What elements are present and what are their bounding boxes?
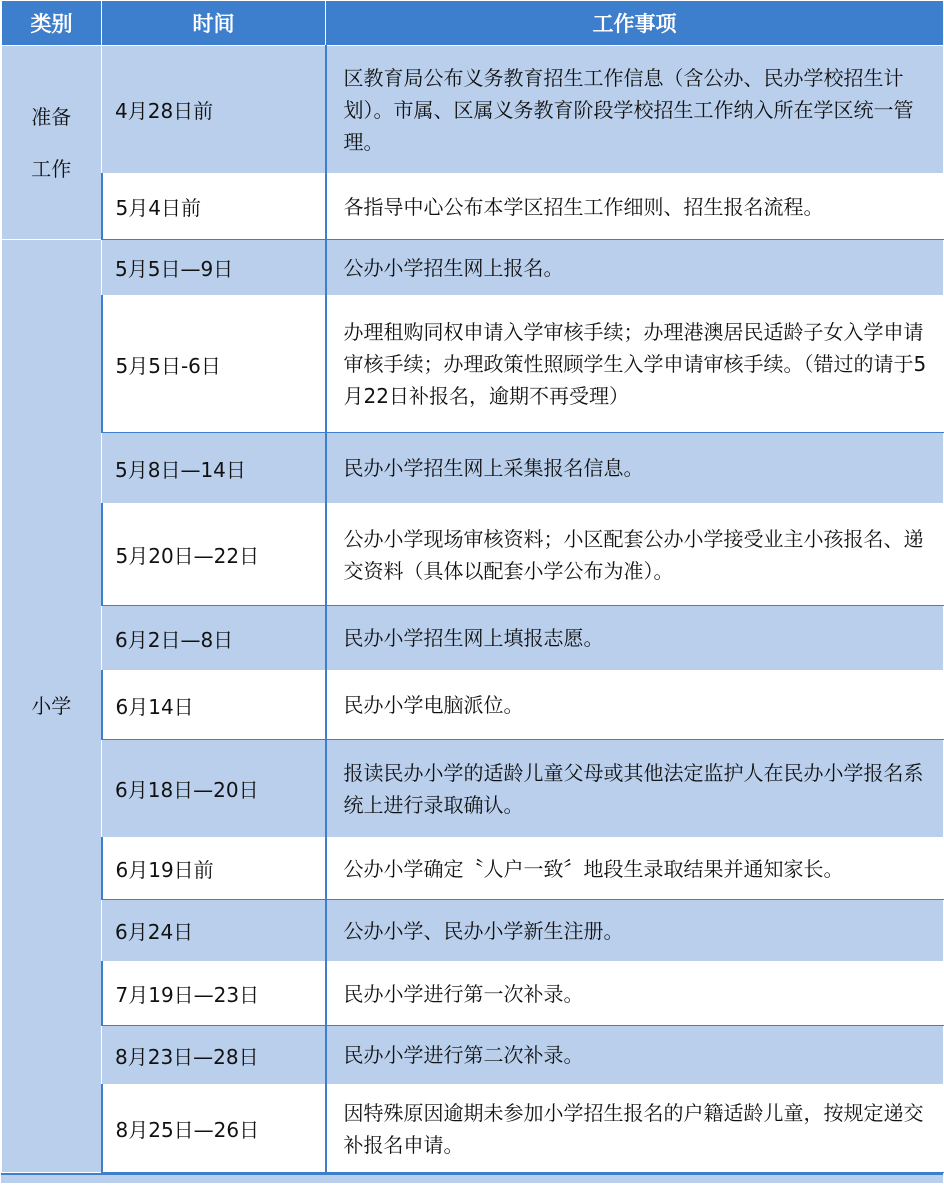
header-time: 时间 [102,1,326,46]
time-cell: 5月20日—22日 [102,504,326,606]
time-cell: 8月23日—28日 [102,1026,326,1085]
task-cell: 公办小学招生网上报名。 [326,240,944,296]
table-row [2,174,944,240]
time-cell: 6月19日前 [102,838,326,900]
time-cell: 5月8日—14日 [102,433,326,504]
task-cell: 报读民办小学的适龄儿童父母或其他法定监护人在民办小学报名系统上进行录取确认。 [326,740,944,838]
task-cell: 区教育局公布义务教育招生工作信息（含公办、民办学校招生计划）。市属、区属义务教育阶段学校招生工作纳入所在学区统一管理。 [326,46,944,174]
task-cell: 民办小学电脑派位。 [326,671,944,740]
task-cell: 公办小学确定〝人户一致〞地段生录取结果并通知家长。 [326,838,944,900]
table-row [2,1085,944,1173]
table-row [2,740,944,838]
time-cell: 7月19日—23日 [102,962,326,1026]
table-continuation-strip [1,1173,943,1183]
time-cell: 5月4日前 [102,174,326,240]
table-row [2,504,944,606]
time-cell: 6月2日—8日 [102,606,326,671]
header-task: 工作事项 [326,1,944,46]
task-cell: 公办小学现场审核资料；小区配套公办小学接受业主小孩报名、递交资料（具体以配套小学公布为准）。 [326,504,944,606]
time-cell: 6月14日 [102,671,326,740]
task-cell: 办理租购同权申请入学审核手续；办理港澳居民适龄子女入学申请审核手续；办理政策性照顾学生入学申请审核手续。（错过的请于5月22日补报名，逾期不再受理） [326,296,944,433]
task-cell: 民办小学招生网上采集报名信息。 [326,433,944,504]
table-row [2,962,944,1026]
task-cell: 因特殊原因逾期未参加小学招生报名的户籍适龄儿童，按规定递交补报名申请。 [326,1085,944,1173]
table-row [2,606,944,671]
category-cell-prep [2,46,102,240]
table-row [2,900,944,962]
table-row [2,1026,944,1085]
task-cell: 各指导中心公布本学区招生工作细则、招生报名流程。 [326,174,944,240]
table-row [2,296,944,433]
time-cell: 8月25日—26日 [102,1085,326,1173]
table-row [2,433,944,504]
table-header-row [2,1,944,46]
time-cell: 5月5日—9日 [102,240,326,296]
table-row [2,671,944,740]
task-cell: 民办小学进行第二次补录。 [326,1026,944,1085]
table-row [2,240,944,296]
table-row [2,46,944,174]
admission-schedule-table [1,0,944,1173]
table-row [2,838,944,900]
category-cell-primary [2,240,102,1173]
category-line: 小学 [31,694,72,718]
category-line: 准备 [31,104,72,129]
task-cell: 公办小学、民办小学新生注册。 [326,900,944,962]
time-cell: 4月28日前 [102,46,326,174]
time-cell: 6月18日—20日 [102,740,326,838]
time-cell: 6月24日 [102,900,326,962]
category-line: 工作 [31,156,72,181]
time-cell: 5月5日-6日 [102,296,326,433]
header-category: 类别 [2,1,102,46]
task-cell: 民办小学招生网上填报志愿。 [326,606,944,671]
task-cell: 民办小学进行第一次补录。 [326,962,944,1026]
